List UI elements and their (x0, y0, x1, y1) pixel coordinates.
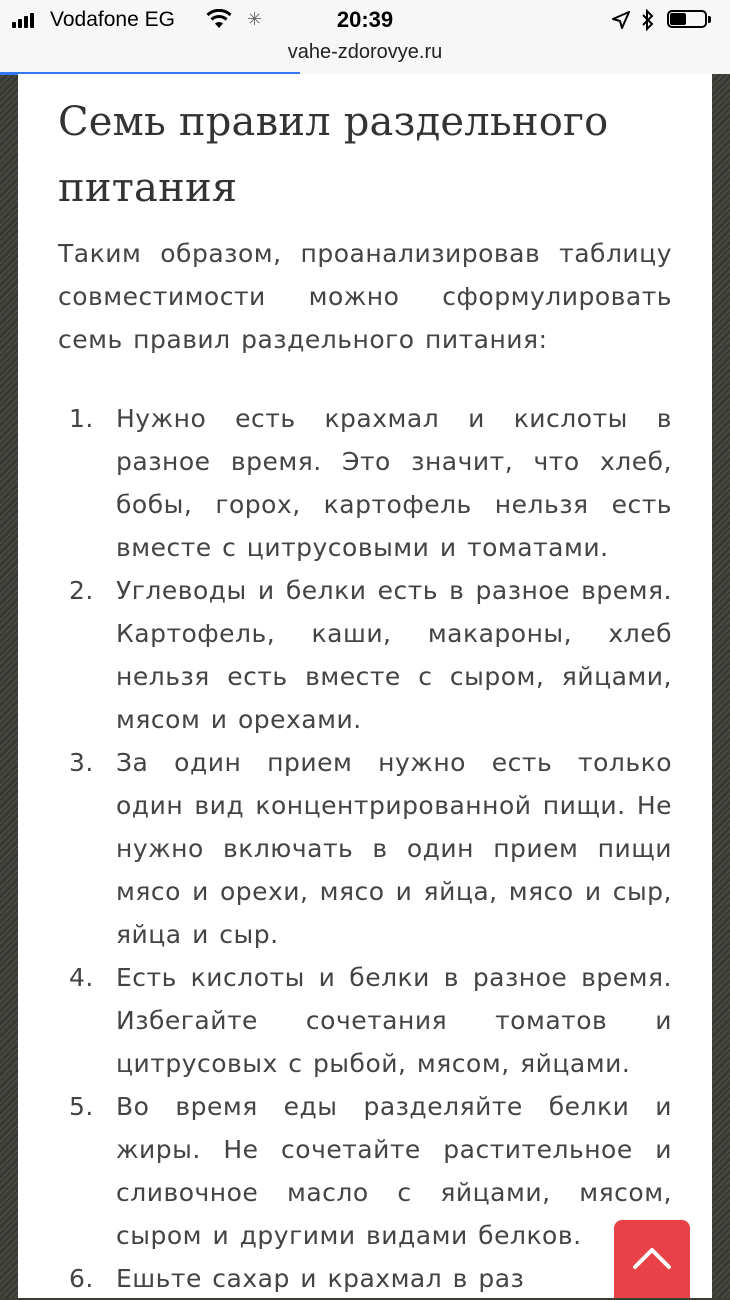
list-item (69, 956, 672, 1085)
list-item-text: Есть кислоты и белки в разное время. Избегайте сочетания томатов и цитрусовых с рыбой, мясом, яйцами. (116, 963, 672, 1078)
background-texture-left (0, 74, 18, 1298)
list-item-text: Во время еды разделяйте белки и жиры. Не сочетайте растительное и сливочное масло с яйцами, мясом, сыром и другими видами белков. (116, 1092, 672, 1250)
article-title: Семь правил раздельного питания (58, 99, 609, 211)
url-text[interactable]: vahe-zdorovye.ru (287, 41, 443, 63)
list-item (69, 1085, 672, 1257)
list-number: 3. (69, 748, 94, 777)
list-item-text: Нужно есть крахмал и кислоты в разное время. Это значит, что хлеб, бобы, горох, картофель нельзя есть вместе с цитрусовыми и томатами. (116, 404, 672, 562)
list-number: 4. (69, 963, 94, 992)
list-item-text: За один прием нужно есть только один вид концентрированной пищи. Не нужно включать в один прием пищи мясо и орехи, мясо и яйца, мясо и сыр, яйца и сыр. (116, 748, 672, 949)
background-texture-right (712, 74, 730, 1298)
list-number: 6. (69, 1264, 94, 1293)
list-item (69, 741, 672, 956)
list-item-text: Углеводы и белки есть в разное время. Картофель, каши, макароны, хлеб нельзя есть вместе с сыром, яйцами, мясом и орехами. (116, 576, 672, 734)
chevron-up-icon (632, 1244, 672, 1270)
list-number: 1. (69, 404, 94, 433)
clock: 20:39 (336, 7, 394, 32)
address-bar[interactable] (0, 40, 730, 74)
list-item (69, 569, 672, 741)
article-intro: Таким образом, проанализировав таблицу совместимости можно сформулировать семь правил раздельного питания: (58, 239, 672, 354)
bluetooth-icon (641, 9, 655, 31)
list-number: 5. (69, 1092, 94, 1121)
carrier-name: Vodafone EG (50, 8, 175, 31)
article-content (18, 74, 712, 1298)
battery-icon (667, 10, 713, 30)
rules-list (58, 397, 672, 1300)
activity-spinner-icon: ✳ (247, 9, 263, 29)
list-item (69, 1257, 672, 1300)
list-item-text: Ешьте сахар и крахмал в раз (116, 1264, 525, 1293)
status-bar (0, 0, 730, 40)
list-item (69, 397, 672, 569)
list-number: 2. (69, 576, 94, 605)
scroll-to-top-button[interactable] (614, 1220, 690, 1298)
location-arrow-icon (612, 11, 630, 29)
